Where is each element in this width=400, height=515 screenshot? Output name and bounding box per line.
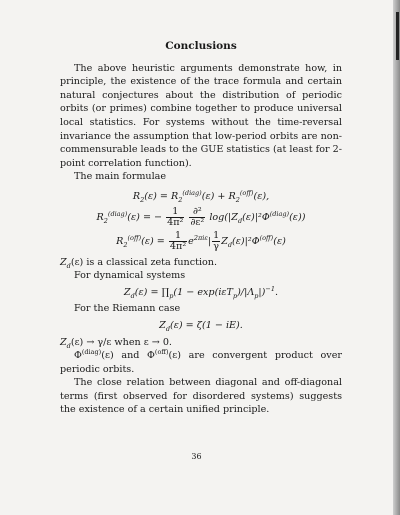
fraction-one-over-gamma: $\frac{1}{\gamma}$ [213, 229, 220, 252]
page-edge-mark [396, 12, 399, 60]
equation-dynamical: $Z_d(\varepsilon)$ = $\prod_p(1 - \exp(i\varepsilon T_p)/|\Lambda_p|)^{-1}$. [123, 284, 279, 300]
intro-paragraph: The above heuristic arguments demonstrate how, in principle, the existence of the trace formula and certain natural conjectures about the distribution of periodic orbits (or primes) combine together to produce universal local statistics. For systems without the time-reversal invariance the assumption that low-period orbits are non-commensurable leads to the GUE statistics (at least for 2-point correlation function). [60, 62, 342, 169]
closing-paragraph: The close relation between diagonal and off-diagonal terms (first observed for disordered systems) suggests the existence of a certain unified principle. [60, 377, 342, 416]
equation-r2-diag: $R_2^{(diag)}(\varepsilon)$ = − $\frac{1}{\text{4π²}}$ $\frac{\text{∂²}}{\text{∂ε²}}$ $\log(|Z_d(\varepsilon)|^2\Phi^{(diag)}(\varepsilon))$ [96, 205, 306, 228]
equation-r2-off: $R_2^{(off)}(\varepsilon)$ = $\frac{1}{\text{4π²}}$ $e^{2\pi i\varepsilon}|$ $\frac{1}{\gamma}$ $Z_d(\varepsilon)|^2\Phi^{(off)}(\varepsilon)$ [116, 229, 286, 252]
fraction-second-derivative: $\frac{\text{∂²}}{\text{∂ε²}}$ [190, 205, 205, 228]
main-formulae-label: The main formulae [74, 171, 167, 183]
page-content [60, 40, 342, 417]
formula-block [60, 190, 342, 252]
riemann-label: For the Riemann case [74, 303, 181, 315]
zeta-statement: $Z_d(\varepsilon)$ is a classical zeta function. [60, 256, 218, 270]
equation-r2: $R_2(\varepsilon) = R_2^{(diag)}(\varepsilon) + R_2^{(off)}(\varepsilon)$, [132, 188, 270, 204]
convergent-statement: $\Phi^{(diag)}(\varepsilon)$ and $\Phi^{(off)}(\varepsilon)$ are convergent product over periodic orbits. [60, 347, 342, 375]
limit-statement: $Z_d(\varepsilon) \to \gamma/\varepsilon$ when ε → 0. [60, 336, 172, 350]
fraction-one-over-4pi2: $\frac{1}{\text{4π²}}$ [167, 205, 184, 228]
fraction-one-over-4pi2-off: $\frac{1}{\text{4π²}}$ [169, 229, 187, 252]
dynamical-label: For dynamical systems [74, 270, 186, 282]
page-edge-shadow [393, 0, 400, 515]
equation-riemann: $Z_d(\varepsilon) = \zeta(1 - iE)$. [159, 319, 243, 333]
section-heading: Conclusions [165, 40, 237, 52]
page-number: 36 [191, 452, 202, 461]
